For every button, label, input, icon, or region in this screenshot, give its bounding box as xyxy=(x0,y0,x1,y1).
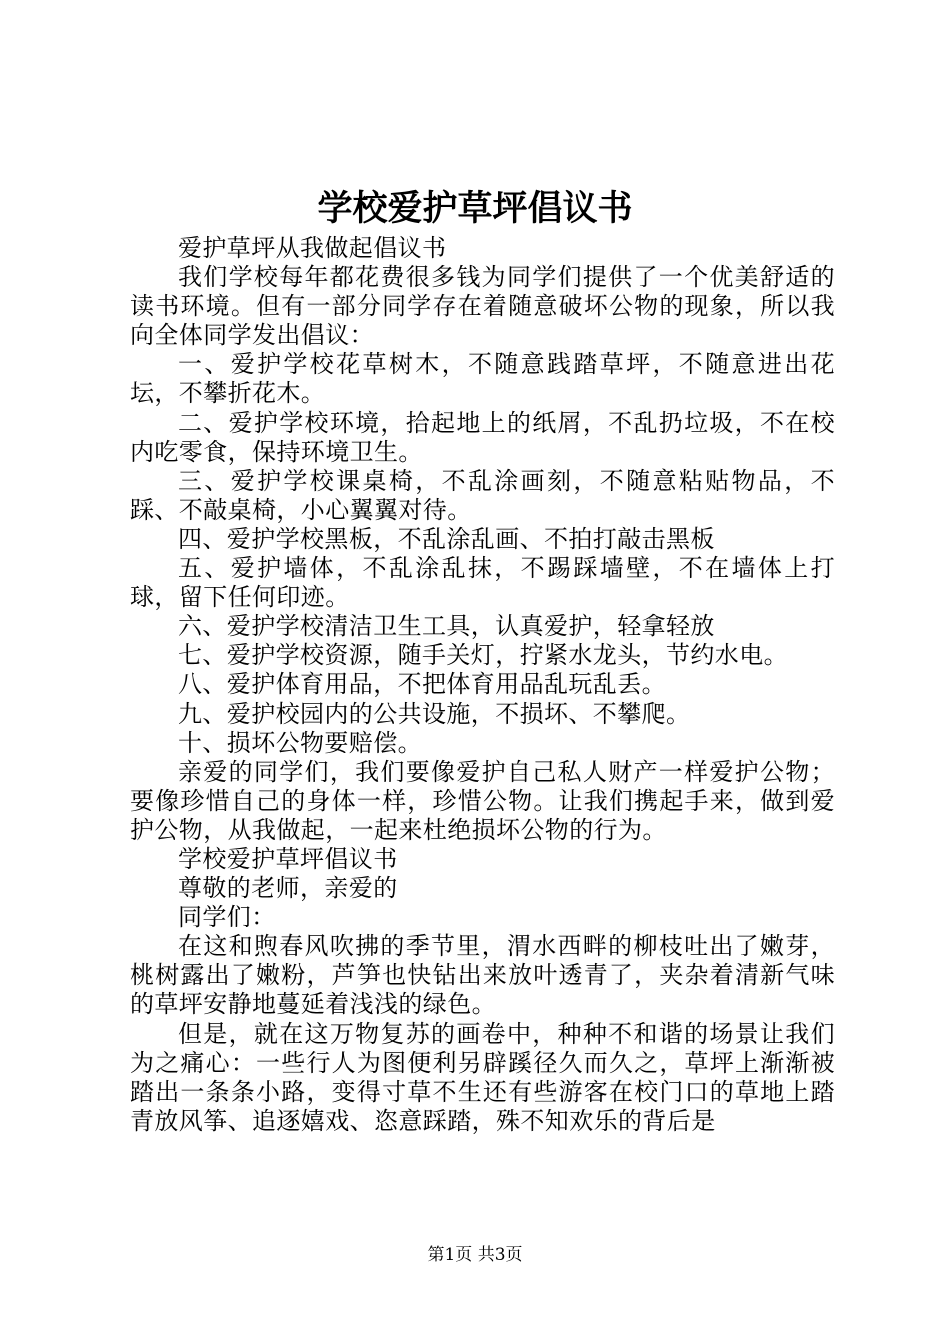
paragraph-item-3: 三、爱护学校课桌椅，不乱涂画刻，不随意粘贴物品，不踩、不敲桌椅，小心翼翼对待。 xyxy=(130,466,835,524)
paragraph-item-4: 四、爱护学校黑板，不乱涂乱画、不拍打敲击黑板 xyxy=(178,524,715,553)
paragraph-item-10: 十、损坏公物要赔偿。 xyxy=(178,728,422,757)
page-title: 学校爱护草坪倡议书 xyxy=(317,188,633,229)
paragraph-spring: 在这和煦春风吹拂的季节里，渭水西畔的柳枝吐出了嫩芽，桃树露出了嫩粉，芦笋也快钻出来放叶透青了，夹杂着清新气味的草坪安静地蔓延着浅浅的绿色。 xyxy=(130,932,835,1019)
paragraph-second-title: 学校爱护草坪倡议书 xyxy=(178,844,398,873)
paragraph-item-7: 七、爱护学校资源，随手关灯，拧紧水龙头，节约水电。 xyxy=(178,641,788,670)
paragraph-however: 但是，就在这万物复苏的画卷中，种种不和谐的场景让我们为之痛心：一些行人为图便利另辟蹊径久而久之，草坪上渐渐被踏出一条条小路，变得寸草不生还有些游客在校门口的草地上踏青放风筝、追逐嬉戏、恣意踩踏，殊不知欢乐的背后是 xyxy=(130,1019,835,1135)
paragraph-intro: 我们学校每年都花费很多钱为同学们提供了一个优美舒适的读书环境。但有一部分同学存在着随意破坏公物的现象，所以我向全体同学发出倡议： xyxy=(130,263,835,350)
paragraph-item-6: 六、爱护学校清洁卫生工具，认真爱护，轻拿轻放 xyxy=(178,612,715,641)
paragraph-item-8: 八、爱护体育用品，不把体育用品乱玩乱丢。 xyxy=(178,670,666,699)
paragraph-item-1: 一、爱护学校花草树木，不随意践踏草坪，不随意进出花坛，不攀折花木。 xyxy=(130,350,835,408)
paragraph-item-9: 九、爱护校园内的公共设施，不损坏、不攀爬。 xyxy=(178,699,691,728)
paragraph-item-2: 二、爱护学校环境，拾起地上的纸屑，不乱扔垃圾，不在校内吃零食，保持环境卫生。 xyxy=(130,408,835,466)
page-number-footer: 第1页 共3页 xyxy=(427,1245,523,1265)
paragraph-salutation-2: 同学们： xyxy=(178,903,276,932)
paragraph-closing: 亲爱的同学们，我们要像爱护自己私人财产一样爱护公物；要像珍惜自己的身体一样，珍惜公物。让我们携起手来，做到爱护公物，从我做起，一起来杜绝损坏公物的行为。 xyxy=(130,757,835,844)
paragraph-salutation-1: 尊敬的老师，亲爱的 xyxy=(178,874,398,903)
paragraph-item-5: 五、爱护墙体，不乱涂乱抹，不踢踩墙壁，不在墙体上打球，留下任何印迹。 xyxy=(130,554,835,612)
document-body xyxy=(130,234,835,1136)
paragraph-subtitle: 爱护草坪从我做起倡议书 xyxy=(178,234,447,262)
